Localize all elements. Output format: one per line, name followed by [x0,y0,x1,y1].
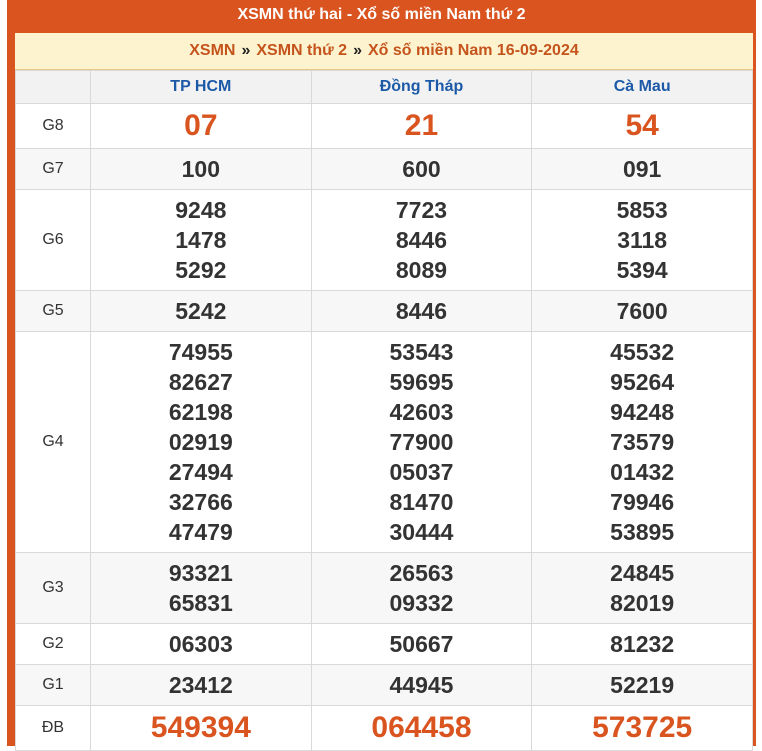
prize-label: G4 [16,332,91,553]
prize-cell [311,149,532,190]
breadcrumb-link-xsmn[interactable]: XSMN [189,42,236,59]
prize-number: 94248 [610,399,675,425]
prize-cell [91,190,312,291]
table-header-row [16,71,753,104]
prize-cell [91,149,312,190]
prize-number: 23412 [168,672,233,698]
prize-cell [91,291,312,332]
prize-number: 77900 [389,429,454,455]
prize-row-g5 [16,291,753,332]
prize-number: 45532 [610,339,675,365]
column-header-tp-hcm[interactable]: TP HCM [91,71,312,104]
column-header-dong-thap[interactable]: Đồng Tháp [311,71,532,104]
prize-row-db [16,706,753,751]
prize-number: 81470 [389,489,454,515]
breadcrumb-separator: » [241,42,251,59]
prize-row-g4 [16,332,753,553]
prize-number: 9248 [175,197,227,223]
prize-number: 32766 [168,489,233,515]
prize-cell [532,553,753,624]
prize-number: 7600 [616,298,668,324]
prize-number: 24845 [610,560,675,586]
prize-cell [91,665,312,706]
prize-number: 50667 [389,631,454,657]
prize-number: 26563 [389,560,454,586]
prize-row-g1 [16,665,753,706]
prize-cell [532,706,753,751]
prize-row-g8 [16,104,753,149]
prize-number: 01432 [610,459,675,485]
prize-number: 549394 [150,711,251,744]
prize-number: 100 [181,156,221,182]
breadcrumb-separator: » [353,42,362,59]
prize-cell [91,706,312,751]
page-title: XSMN thứ hai - Xổ số miền Nam thứ 2 [237,6,526,23]
prize-label: G8 [16,104,91,149]
prize-number: 30444 [389,519,454,545]
prize-row-g2 [16,624,753,665]
prize-number: 1478 [175,227,227,253]
prize-cell [311,332,532,553]
prize-label: G5 [16,291,91,332]
prize-label: G1 [16,665,91,706]
prize-number: 27494 [168,459,233,485]
prize-number: 573725 [592,711,693,744]
prize-cell [91,104,312,149]
prize-number: 74955 [168,339,233,365]
prize-label: G2 [16,624,91,665]
prize-number: 5853 [616,197,668,223]
prize-number: 091 [622,156,662,182]
prize-number: 44945 [389,672,454,698]
prize-cell [311,190,532,291]
prize-cell [91,332,312,553]
prize-row-g7 [16,149,753,190]
breadcrumb-link-current-date[interactable]: Xổ số miền Nam 16-09-2024 [367,42,579,59]
prize-number: 52219 [610,672,675,698]
prize-label: G7 [16,149,91,190]
column-header-ca-mau[interactable]: Cà Mau [532,71,753,104]
prize-number: 53895 [610,519,675,545]
prize-number: 73579 [610,429,675,455]
prize-number: 5292 [175,257,227,283]
prize-number: 8089 [395,257,448,283]
prize-number: 064458 [371,711,472,744]
prize-row-g3 [16,553,753,624]
prize-cell [91,553,312,624]
prize-number: 02919 [168,429,233,455]
prize-label: G3 [16,553,91,624]
prize-number: 09332 [389,590,454,616]
prize-number: 79946 [610,489,675,515]
prize-cell [532,291,753,332]
breadcrumb [15,33,753,70]
prize-number: 5242 [175,298,227,324]
prize-cell [532,624,753,665]
prize-number: 95264 [610,369,675,395]
header-blank [16,71,91,104]
prize-number: 65831 [168,590,233,616]
prize-cell [311,291,532,332]
prize-label: G6 [16,190,91,291]
prize-number: 8446 [395,227,448,253]
prize-number: 53543 [389,339,454,365]
prize-number: 47479 [168,519,233,545]
prize-number: 54 [625,109,659,142]
prize-cell [311,665,532,706]
prize-cell [532,104,753,149]
prize-cell [91,624,312,665]
prize-label: ĐB [16,706,91,751]
prize-number: 3118 [617,227,668,253]
prize-cell [311,706,532,751]
prize-number: 05037 [389,459,454,485]
prize-cell [311,624,532,665]
prize-cell [532,665,753,706]
prize-cell [311,104,532,149]
prize-number: 600 [402,156,441,182]
prize-number: 7723 [395,197,448,223]
prize-number: 07 [184,109,218,142]
prize-number: 06303 [168,631,233,657]
breadcrumb-link-xsmn-thu-2[interactable]: XSMN thứ 2 [256,42,348,59]
prize-cell [532,190,753,291]
prize-number: 8446 [395,298,448,324]
prize-number: 21 [404,109,439,142]
prize-number: 59695 [389,369,454,395]
prize-number: 93321 [168,560,233,586]
prize-number: 81232 [610,631,675,657]
prize-cell [311,553,532,624]
prize-number: 82627 [168,369,233,395]
prize-number: 82019 [610,590,675,616]
results-table [15,70,753,751]
prize-number: 42603 [389,399,454,425]
prize-cell [532,149,753,190]
prize-cell [532,332,753,553]
prize-number: 62198 [168,399,233,425]
prize-row-g6 [16,190,753,291]
prize-number: 5394 [616,257,668,283]
